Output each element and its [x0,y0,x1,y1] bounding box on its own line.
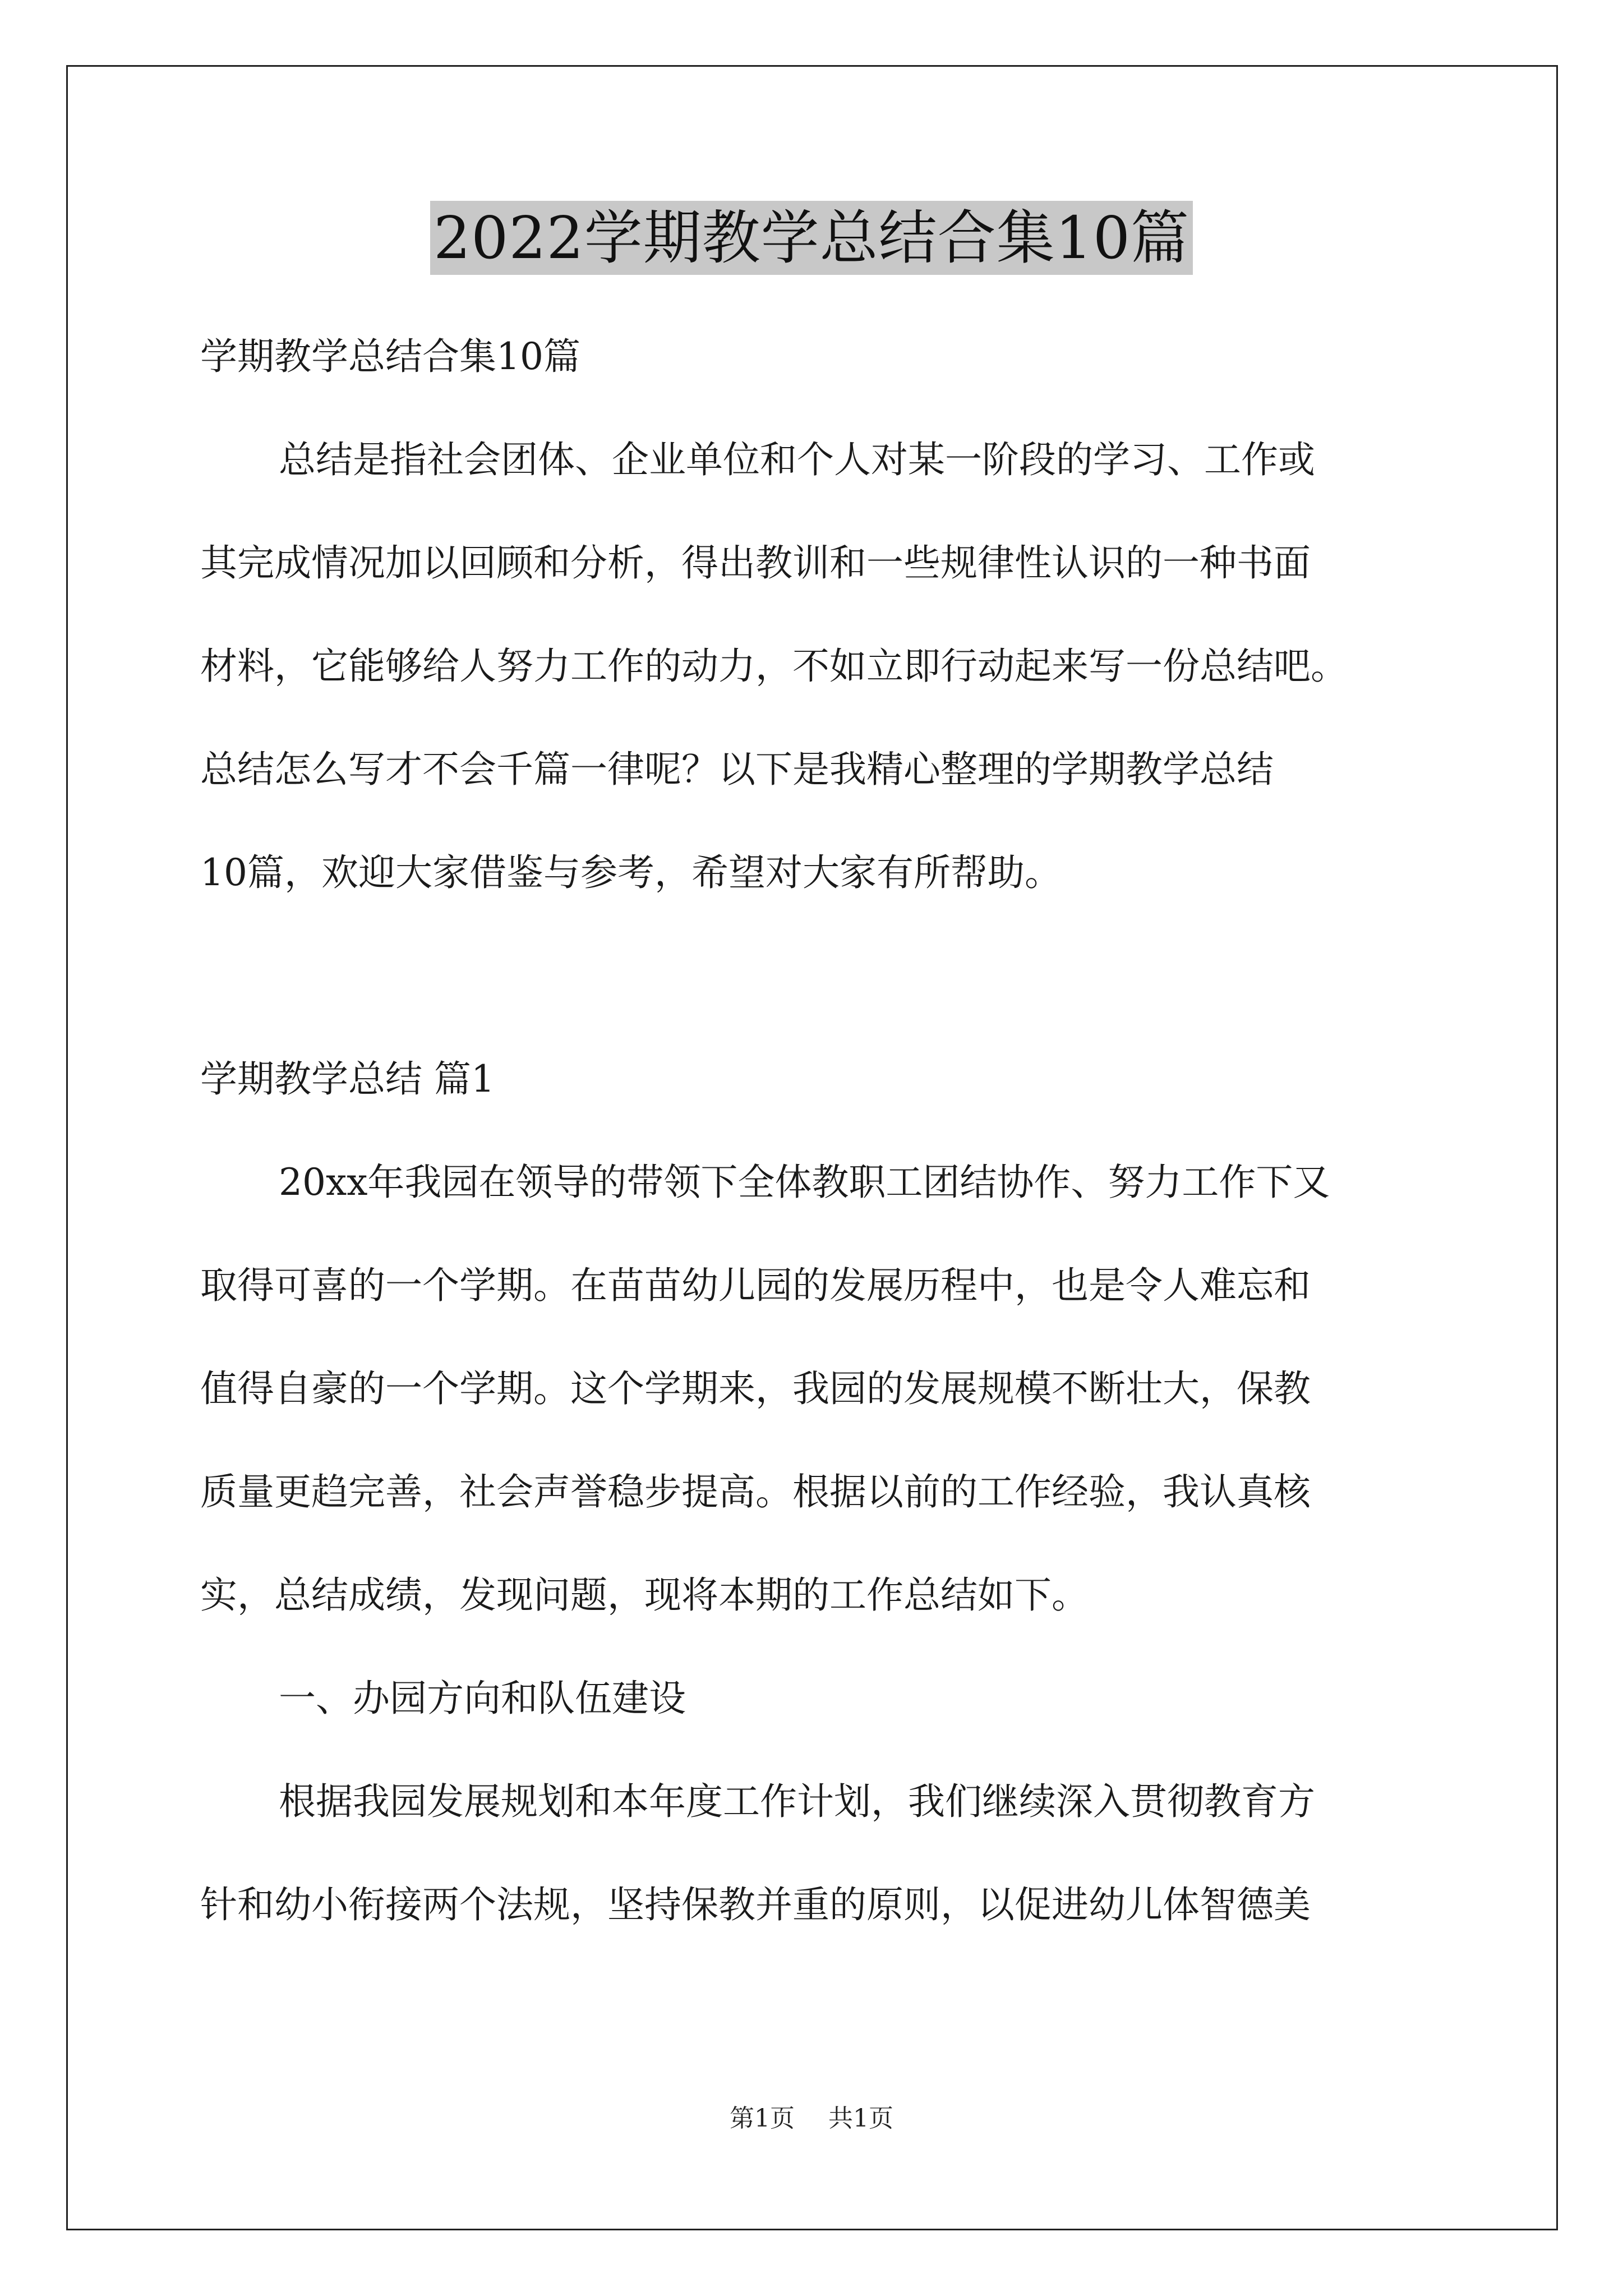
page-total: 共1页 [828,2104,893,2133]
intro-paragraph-line: 材料，它能够给人努力工作的动力，不如立即行动起来写一份总结吧。 [200,645,1348,688]
spacer [200,924,1468,1028]
document-body [200,305,1468,1957]
subsection-heading: 一、办园方向和队伍建设 [279,1677,686,1720]
page-number: 第1页 [730,2104,795,2133]
section-paragraph-line: 根据我园发展规划和本年度工作计划，我们继续深入贯彻教育方 [279,1780,1315,1823]
section-paragraph-line: 取得可喜的一个学期。在苗苗幼儿园的发展历程中，也是令人难忘和 [200,1264,1311,1307]
intro-paragraph-line: 总结怎么写才不会千篇一律呢？以下是我精心整理的学期教学总结 [200,748,1274,791]
intro-paragraph-line: 其完成情况加以回顾和分析，得出教训和一些规律性认识的一种书面 [200,541,1311,585]
section-paragraph-line: 实，总结成绩，发现问题，现将本期的工作总结如下。 [200,1573,1089,1617]
intro-paragraph-line: 总结是指社会团体、企业单位和个人对某一阶段的学习、工作或 [279,438,1315,481]
title-container [0,201,1623,275]
section-paragraph-line: 值得自豪的一个学期。这个学期来，我园的发展规模不断壮大，保教 [200,1367,1311,1410]
section-paragraph-line: 质量更趋完善，社会声誉稳步提高。根据以前的工作经验，我认真核 [200,1470,1311,1513]
section-paragraph-line: 20xx年我园在领导的带领下全体教职工团结协作、努力工作下又 [279,1161,1330,1204]
document-title: 2022学期教学总结合集10篇 [430,201,1193,275]
collection-subtitle: 学期教学总结合集10篇 [200,335,580,378]
page-footer [0,2098,1623,2134]
intro-paragraph-line: 10篇，欢迎大家借鉴与参考，希望对大家有所帮助。 [200,851,1062,894]
section-paragraph-line: 针和幼小衔接两个法规，坚持保教并重的原则，以促进幼儿体智德美 [200,1883,1311,1926]
section-heading: 学期教学总结 篇1 [200,1057,495,1101]
